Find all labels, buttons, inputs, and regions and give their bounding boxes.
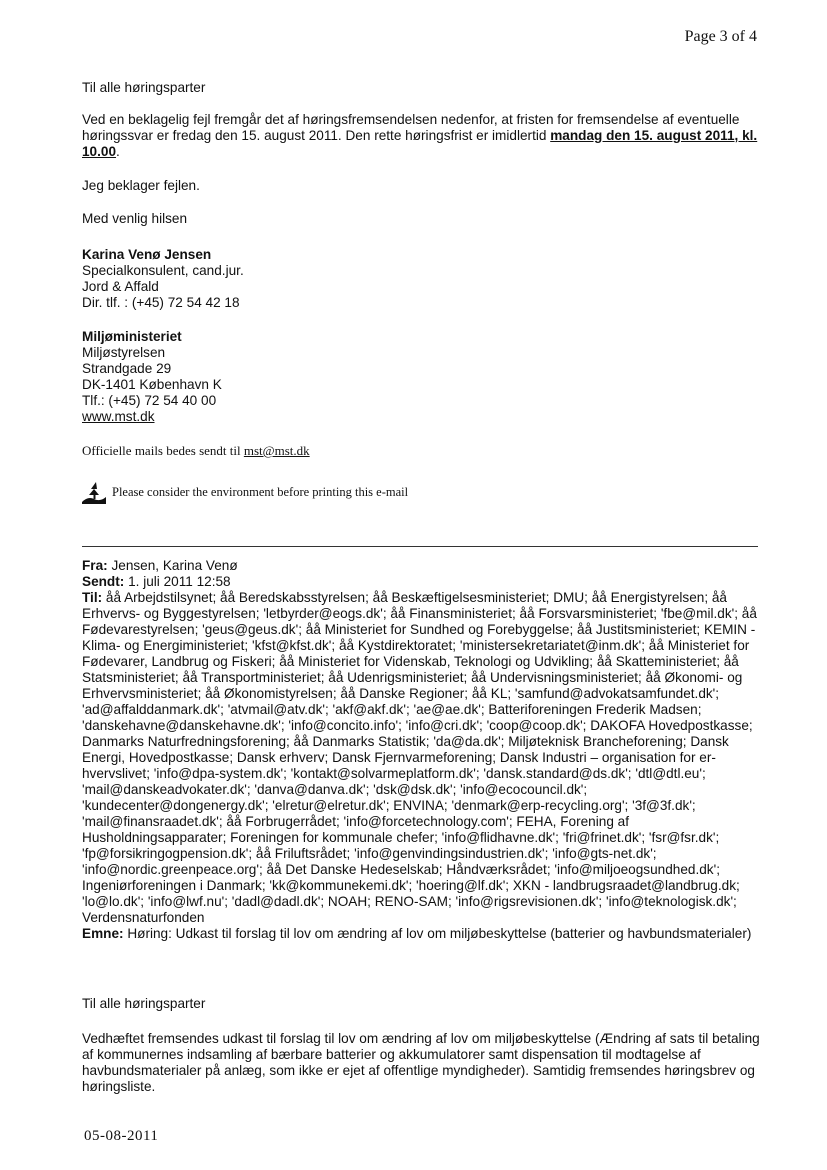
tree-icon (80, 480, 108, 504)
second-mail-body: Vedhæftet fremsendes udkast til forslag til lov om ændring af lov om miljøbeskyttelse (Ændring af sats til betaling af kommunernes indsamling af bærbare batterier og akkumulatorer samt dispensation til modtagelse af havbundsmaterialer på anlæg, som ikke er ejet af offentlige myndigheder). Samtidig fremsendes høringsbrev og høringsliste. (82, 1031, 760, 1094)
official-mail-link[interactable]: mst@mst.dk (243, 443, 310, 458)
ministry-city: DK-1401 København K (82, 377, 222, 392)
apology: Jeg beklager fejlen. (82, 178, 200, 193)
correction-end: . (116, 144, 120, 159)
signature-unit: Jord & Affald (82, 279, 159, 294)
second-mail-greeting: Til alle høringsparter (82, 996, 206, 1011)
footer-date: 05-08-2011 (84, 1128, 159, 1144)
signature-title: Specialkonsulent, cand.jur. (82, 263, 244, 278)
signature-block (82, 247, 244, 311)
sent-value: 1. juli 2011 12:58 (128, 574, 231, 589)
subject-label: Emne: (82, 926, 124, 941)
page-number: Page 3 of 4 (684, 28, 757, 45)
from-value: Jensen, Karina Venø (111, 558, 238, 573)
ministry-name: Miljøministeriet (82, 329, 182, 344)
first-mail-greeting: Til alle høringsparter (82, 80, 206, 95)
ministry-agency: Miljøstyrelsen (82, 345, 166, 360)
signature-phone: Dir. tlf. : (+45) 72 54 42 18 (82, 295, 240, 310)
ministry-web-link[interactable]: www.mst.dk (82, 409, 155, 424)
sent-label: Sendt: (82, 574, 125, 589)
environment-text: Please consider the environment before printing this e-mail (112, 484, 409, 499)
environment-note (80, 480, 408, 504)
divider (82, 546, 758, 547)
closing: Med venlig hilsen (82, 211, 188, 226)
to-recipients: åå Arbejdstilsynet; åå Beredskabsstyrelsen; åå Beskæftigelsesministeriet; DMU; åå Energistyrelsen; åå Erhvervs- og Byggestyrelsen; 'letbyrder@eogs.dk'; åå Finansministeriet; åå Forsvarsministeriet; 'fbe@mil.dk'; åå Fødevarestyrelsen; 'geus@geus.dk'; åå Ministeriet for Sundhed og Forebyggelse; åå Justitsministeriet; KEMIN - Klima- og Energiministeriet; 'kfst@kfst.dk'; åå Kystdirektoratet; 'ministersekretariatet@inm.dk'; åå Ministeriet for Fødevarer, Landbrug og Fiskeri; åå Ministeriet for Videnskab, Teknologi og Udvikling; åå Skatteministeriet; åå Statsministeriet; åå Transportministeriet; åå Udenrigsministeriet; åå Undervisningsministeriet; åå Økonomi- og Erhvervsministeriet; åå Økonomistyrelsen; åå Danske Regioner; åå KL; 'samfund@advokatsamfundet.dk'; 'ad@affalddanmark.dk'; 'atvmail@atv.dk'; 'akf@akf.dk'; 'ae@ae.dk'; Batteriforeningen Frederik Madsen; 'danskehavne@danskehavne.dk'; 'info@concito.info'; 'info@cri.dk'; 'coop@coop.dk'; DAKOFA Hovedpostkasse; Danmarks Naturfredningsforening; åå Danmarks Statistik; 'da@da.dk'; Miljøteknisk Brancheforening; Dansk Energi, Hovedpostkasse; Dansk erhverv; Dansk Fjernvarmeforening; Dansk Industri – organisation for er-hvervslivet; 'info@dpa-system.dk'; 'kontakt@solvarmeplatform.dk'; 'dansk.standard@ds.dk'; 'dtl@dtl.eu'; 'mail@danskeadvokater.dk'; 'danva@danva.dk'; 'dsk@dsk.dk'; 'info@ecocouncil.dk'; 'kundecenter@dongenergy.dk'; 'elretur@elretur.dk'; ENVINA; 'denmark@erp-recycling.org'; '3f@3f.dk'; 'mail@finansraadet.dk'; åå Forbrugerrådet; 'info@forcetechnology.com'; FEHA, Forening af Husholdningsapparater; Foreningen for kommunale chefer; 'info@flidhavne.dk'; 'fri@frinet.dk'; 'fsr@fsr.dk'; 'fp@forsikringogpension.dk'; åå Friluftsrådet; 'info@genvindingsindustrien.dk'; 'info@gts-net.dk'; 'info@nordic.greenpeace.org'; åå Det Danske Hedeselskab; Håndværksrådet; 'info@miljoeogsundhed.dk'; Ingeniørforeningen i Danmark; 'kk@kommunekemi.dk'; 'hoering@lf.dk'; XKN - landbrugsraadet@landbrug.dk; 'lo@lo.dk'; 'info@lwf.nu'; 'dadl@dadl.dk'; NOAH; RENO-SAM; 'info@rigsrevisionen.dk'; 'info@teknologisk.dk'; Verdensnaturfonden (82, 590, 757, 925)
official-mail-text: Officielle mails bedes sendt til (82, 443, 244, 458)
correction-text: Ved en beklagelig fejl fremgår det af høringsfremsendelsen nedenfor, at fristen for fremsendelse af eventuelle høringssvar er fredag den 15. august 2011. Den rette høringsfrist er imidlertid (82, 112, 740, 143)
sent-line (82, 574, 231, 590)
subject-value: Høring: Udkast til forslag til lov om ændring af lov om miljøbeskyttelse (batterier og havbundsmaterialer) (127, 926, 752, 941)
from-line (82, 558, 238, 574)
correct-deadline: mandag den 15. august 2011, kl. 10.00 (82, 128, 758, 159)
ministry-block (82, 329, 222, 425)
ministry-street: Strandgade 29 (82, 361, 172, 376)
from-label: Fra: (82, 558, 108, 573)
official-mail-note (82, 443, 310, 459)
ministry-phone: Tlf.: (+45) 72 54 40 00 (82, 393, 217, 408)
to-label: Til: (82, 590, 103, 605)
signature-name: Karina Venø Jensen (82, 247, 212, 262)
correction-paragraph (82, 112, 762, 160)
to-line (82, 590, 772, 942)
